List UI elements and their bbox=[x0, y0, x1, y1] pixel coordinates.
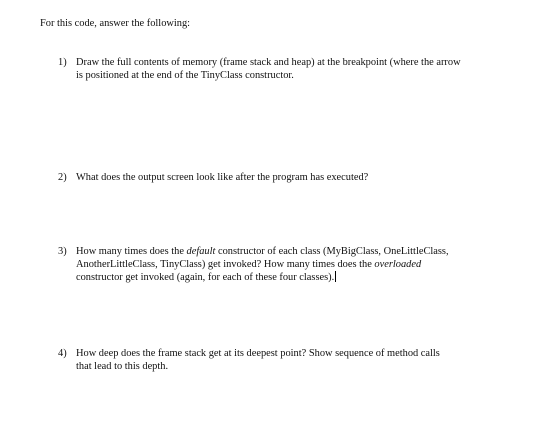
question-3-line-1-part-a: How many times does the bbox=[76, 246, 187, 257]
question-1-line-2: is positioned at the end of the TinyClass constructor. bbox=[76, 69, 294, 81]
overloaded-emphasis: overloaded bbox=[374, 258, 422, 270]
text-cursor[interactable] bbox=[335, 271, 336, 282]
question-3-text bbox=[76, 246, 498, 285]
default-emphasis: default bbox=[186, 246, 216, 257]
question-1 bbox=[58, 57, 498, 82]
question-1-number: 1) bbox=[58, 57, 67, 68]
question-4 bbox=[58, 348, 498, 373]
question-3-line-3-text: constructor get invoked (again, for each of these four classes). bbox=[76, 272, 335, 283]
question-3-line-3 bbox=[76, 271, 498, 285]
question-2-text bbox=[76, 172, 498, 185]
question-4-text bbox=[76, 348, 498, 373]
question-4-line-2: that lead to this depth. bbox=[76, 360, 169, 372]
question-3 bbox=[58, 246, 498, 285]
question-2 bbox=[58, 172, 498, 185]
question-2-number: 2) bbox=[58, 172, 67, 183]
question-4-line-1: How deep does the frame stack get at its deepest point? Show sequence of method calls bbox=[76, 348, 440, 359]
question-2-line-1: What does the output screen look like after the program has executed? bbox=[76, 172, 369, 183]
question-4-number: 4) bbox=[58, 348, 67, 359]
question-3-line-1-part-b: constructor of each class (MyBigClass, OneLittleClass, bbox=[215, 246, 449, 257]
question-1-line-1: Draw the full contents of memory (frame stack and heap) at the breakpoint (where the arrow bbox=[76, 57, 461, 68]
question-3-line-2-part-a: AnotherLittleClass, TinyClass) get invoked? How many times does the bbox=[76, 258, 375, 270]
question-3-line-2 bbox=[76, 259, 498, 272]
question-1-text bbox=[76, 57, 498, 82]
instructions-heading: For this code, answer the following: bbox=[40, 18, 191, 29]
question-3-number: 3) bbox=[58, 246, 67, 257]
question-3-line-1 bbox=[76, 246, 498, 259]
